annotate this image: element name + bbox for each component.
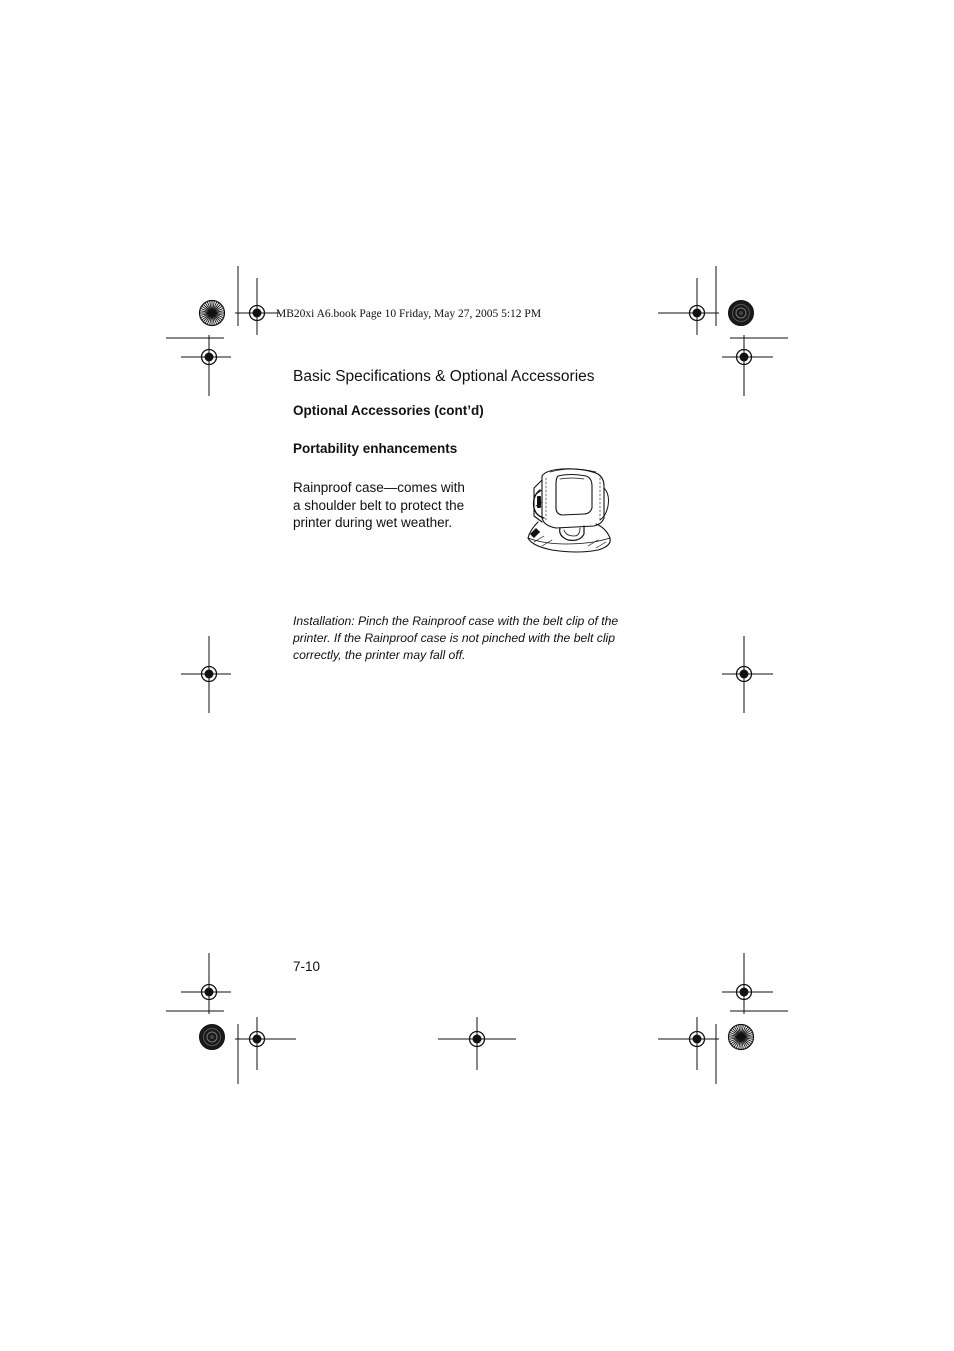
file-slug-line: MB20xi A6.book Page 10 Friday, May 27, 2005 5:12 PM [276,308,542,320]
registration-mark-icon [722,970,766,1014]
description-line: printer during wet weather. [293,515,453,530]
color-bar-wheel-icon [729,301,754,326]
registration-mark-icon [675,1017,719,1061]
description-line: Rainproof case—comes with [293,480,465,495]
registration-mark-icon [455,1017,499,1061]
subsection-heading: Portability enhancements [293,441,458,456]
registration-mark-icon [187,335,231,379]
registration-mark-icon [722,652,766,696]
note-line: printer. If the Rainproof case is not pinched with the belt clip [293,631,616,645]
installation-note [293,613,643,664]
color-bar-wheel-icon [200,1025,225,1050]
accessory-description [293,479,493,532]
rainproof-case-illustration [522,466,616,558]
registration-mark-icon [235,291,279,335]
crop-mark-icon [166,266,788,1084]
registration-mark-icon [722,335,766,379]
color-bar-wheel-icon [200,301,225,326]
description-line: a shoulder belt to protect the [293,497,465,513]
running-head: Basic Specifications & Optional Accessories [293,368,595,385]
section-heading: Optional Accessories (cont’d) [293,403,484,418]
registration-mark-icon [235,1017,279,1061]
color-bar-wheel-icon [729,1025,754,1050]
registration-mark-icon [187,970,231,1014]
registration-mark-icon [675,291,719,335]
note-line: correctly, the printer may fall off. [293,648,466,662]
page-number: 7-10 [293,959,321,974]
note-line: Installation: Pinch the Rainproof case with the belt clip of the [293,614,619,628]
registration-mark-icon [187,652,231,696]
